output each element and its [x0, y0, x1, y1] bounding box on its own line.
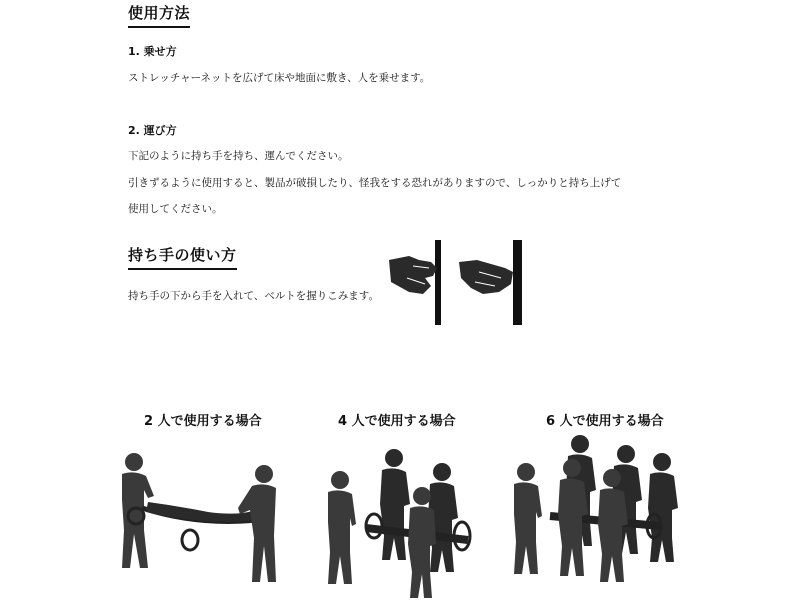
- step2-line-3: 使用してください。: [128, 203, 223, 215]
- step1-text: ストレッチャーネットを広げて床や地面に敷き、人を乗せます。: [128, 72, 431, 84]
- scene-caption-2: 2 人で使用する場合: [144, 414, 262, 429]
- four-person-carry-illustration: [322, 448, 482, 598]
- step2-title: 2. 運び方: [128, 124, 177, 137]
- handle-text: 持ち手の下から手を入れて、ベルトを握りこみます。: [128, 290, 379, 302]
- scene-caption-6: 6 人で使用する場合: [546, 414, 664, 429]
- usage-heading: 使用方法: [128, 2, 190, 28]
- scene-caption-4: 4 人で使用する場合: [338, 414, 456, 429]
- step2-line-1: 下記のように持ち手を持ち、運んでください。: [128, 150, 349, 162]
- hand-grip-illustration: [455, 238, 527, 328]
- hand-insert-illustration: [385, 238, 445, 328]
- step2-line-2: 引きずるように使用すると、製品が破損したり、怪我をする恐れがありますので、しっかりと持ち上げて: [128, 177, 622, 189]
- handle-heading: 持ち手の使い方: [128, 244, 237, 270]
- six-person-carry-illustration: [510, 436, 690, 586]
- two-person-carry-illustration: [118, 450, 288, 600]
- step1-title: 1. 乗せ方: [128, 45, 177, 58]
